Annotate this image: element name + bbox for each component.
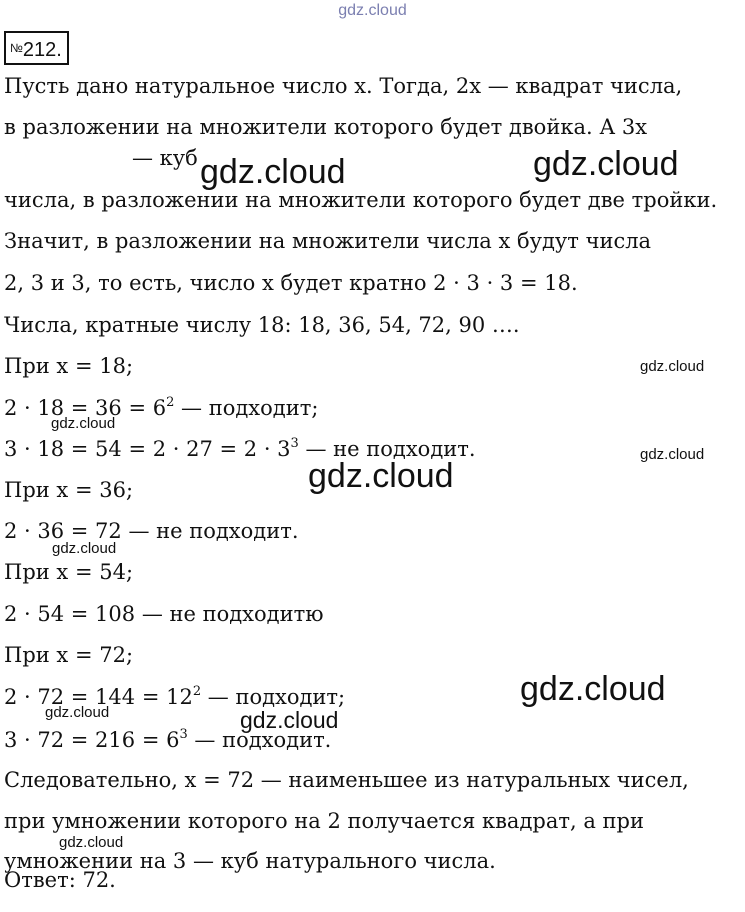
equation-10-right: — не подходит. <box>298 437 476 461</box>
solution-line-20: умножении на 3 — куб натурального числа. <box>4 849 496 873</box>
watermark: gdz.cloud <box>59 834 124 851</box>
solution-line-15: При x = 72; <box>4 643 134 667</box>
watermark: gdz.cloud <box>51 415 116 432</box>
watermark: gdz.cloud <box>240 707 339 733</box>
solution-line-2: в разложении на множители которого будет двойка. А 3x <box>4 115 648 139</box>
watermark: gdz.cloud <box>533 145 679 183</box>
solution-line-11: При x = 36; <box>4 478 134 502</box>
top-watermark: gdz.cloud <box>338 2 407 19</box>
exercise-number-box <box>4 31 69 65</box>
equation-10-left: 3 · 18 = 54 = 2 · 27 = 2 · 3 <box>4 437 291 461</box>
equation-9-left: 2 · 18 = 36 = 6 <box>4 396 167 420</box>
solution-line-19: при умножении которого на 2 получается квадрат, а при <box>4 809 644 833</box>
watermark: gdz.cloud <box>308 457 454 495</box>
solution-line-6: 2, 3 и 3, то есть, число x будет кратно 2 · 3 · 3 = 18. <box>4 271 578 295</box>
solution-line-13: При x = 54; <box>4 560 134 584</box>
exponent-9: 2 <box>166 395 175 410</box>
exercise-number: 212. <box>22 39 62 61</box>
watermark: gdz.cloud <box>45 704 110 721</box>
solution-line-1: Пусть дано натуральное число x. Тогда, 2x — квадрат числа, <box>4 74 683 98</box>
solution-line-8: При x = 18; <box>4 354 134 378</box>
solution-line-18: Следовательно, x = 72 — наименьшее из натуральных чисел, <box>4 768 689 792</box>
watermark: gdz.cloud <box>520 670 666 708</box>
exponent-10: 3 <box>290 436 299 451</box>
watermark: gdz.cloud <box>200 153 346 191</box>
solution-line-3: — куб <box>132 146 198 170</box>
solution-line-4: числа, в разложении на множители которого будет две тройки. <box>4 188 718 212</box>
exponent-16: 2 <box>192 684 202 699</box>
solution-line-5: Значит, в разложении на множители числа x будут числа <box>4 229 652 253</box>
number-sign: № <box>10 41 23 55</box>
watermark: gdz.cloud <box>640 446 705 463</box>
equation-16-right: — подходит; <box>201 685 346 709</box>
answer-line: Ответ: 72. <box>4 868 116 892</box>
equation-16-left: 2 · 72 = 144 = 12 <box>4 685 193 709</box>
equation-17-left: 3 · 72 = 216 = 6 <box>4 728 180 752</box>
watermark: gdz.cloud <box>640 358 705 375</box>
solution-line-14: 2 · 54 = 108 — не подходитю <box>4 602 324 626</box>
watermark: gdz.cloud <box>52 540 117 557</box>
equation-9-right: — подходит; <box>174 396 319 420</box>
solution-line-7: Числа, кратные числу 18: 18, 36, 54, 72, 90 …. <box>4 313 520 337</box>
solution-line-12: 2 · 36 = 72 — не подходит. <box>4 519 299 543</box>
exponent-17: 3 <box>179 727 188 742</box>
equation-17-right: — подходит. <box>187 728 332 752</box>
